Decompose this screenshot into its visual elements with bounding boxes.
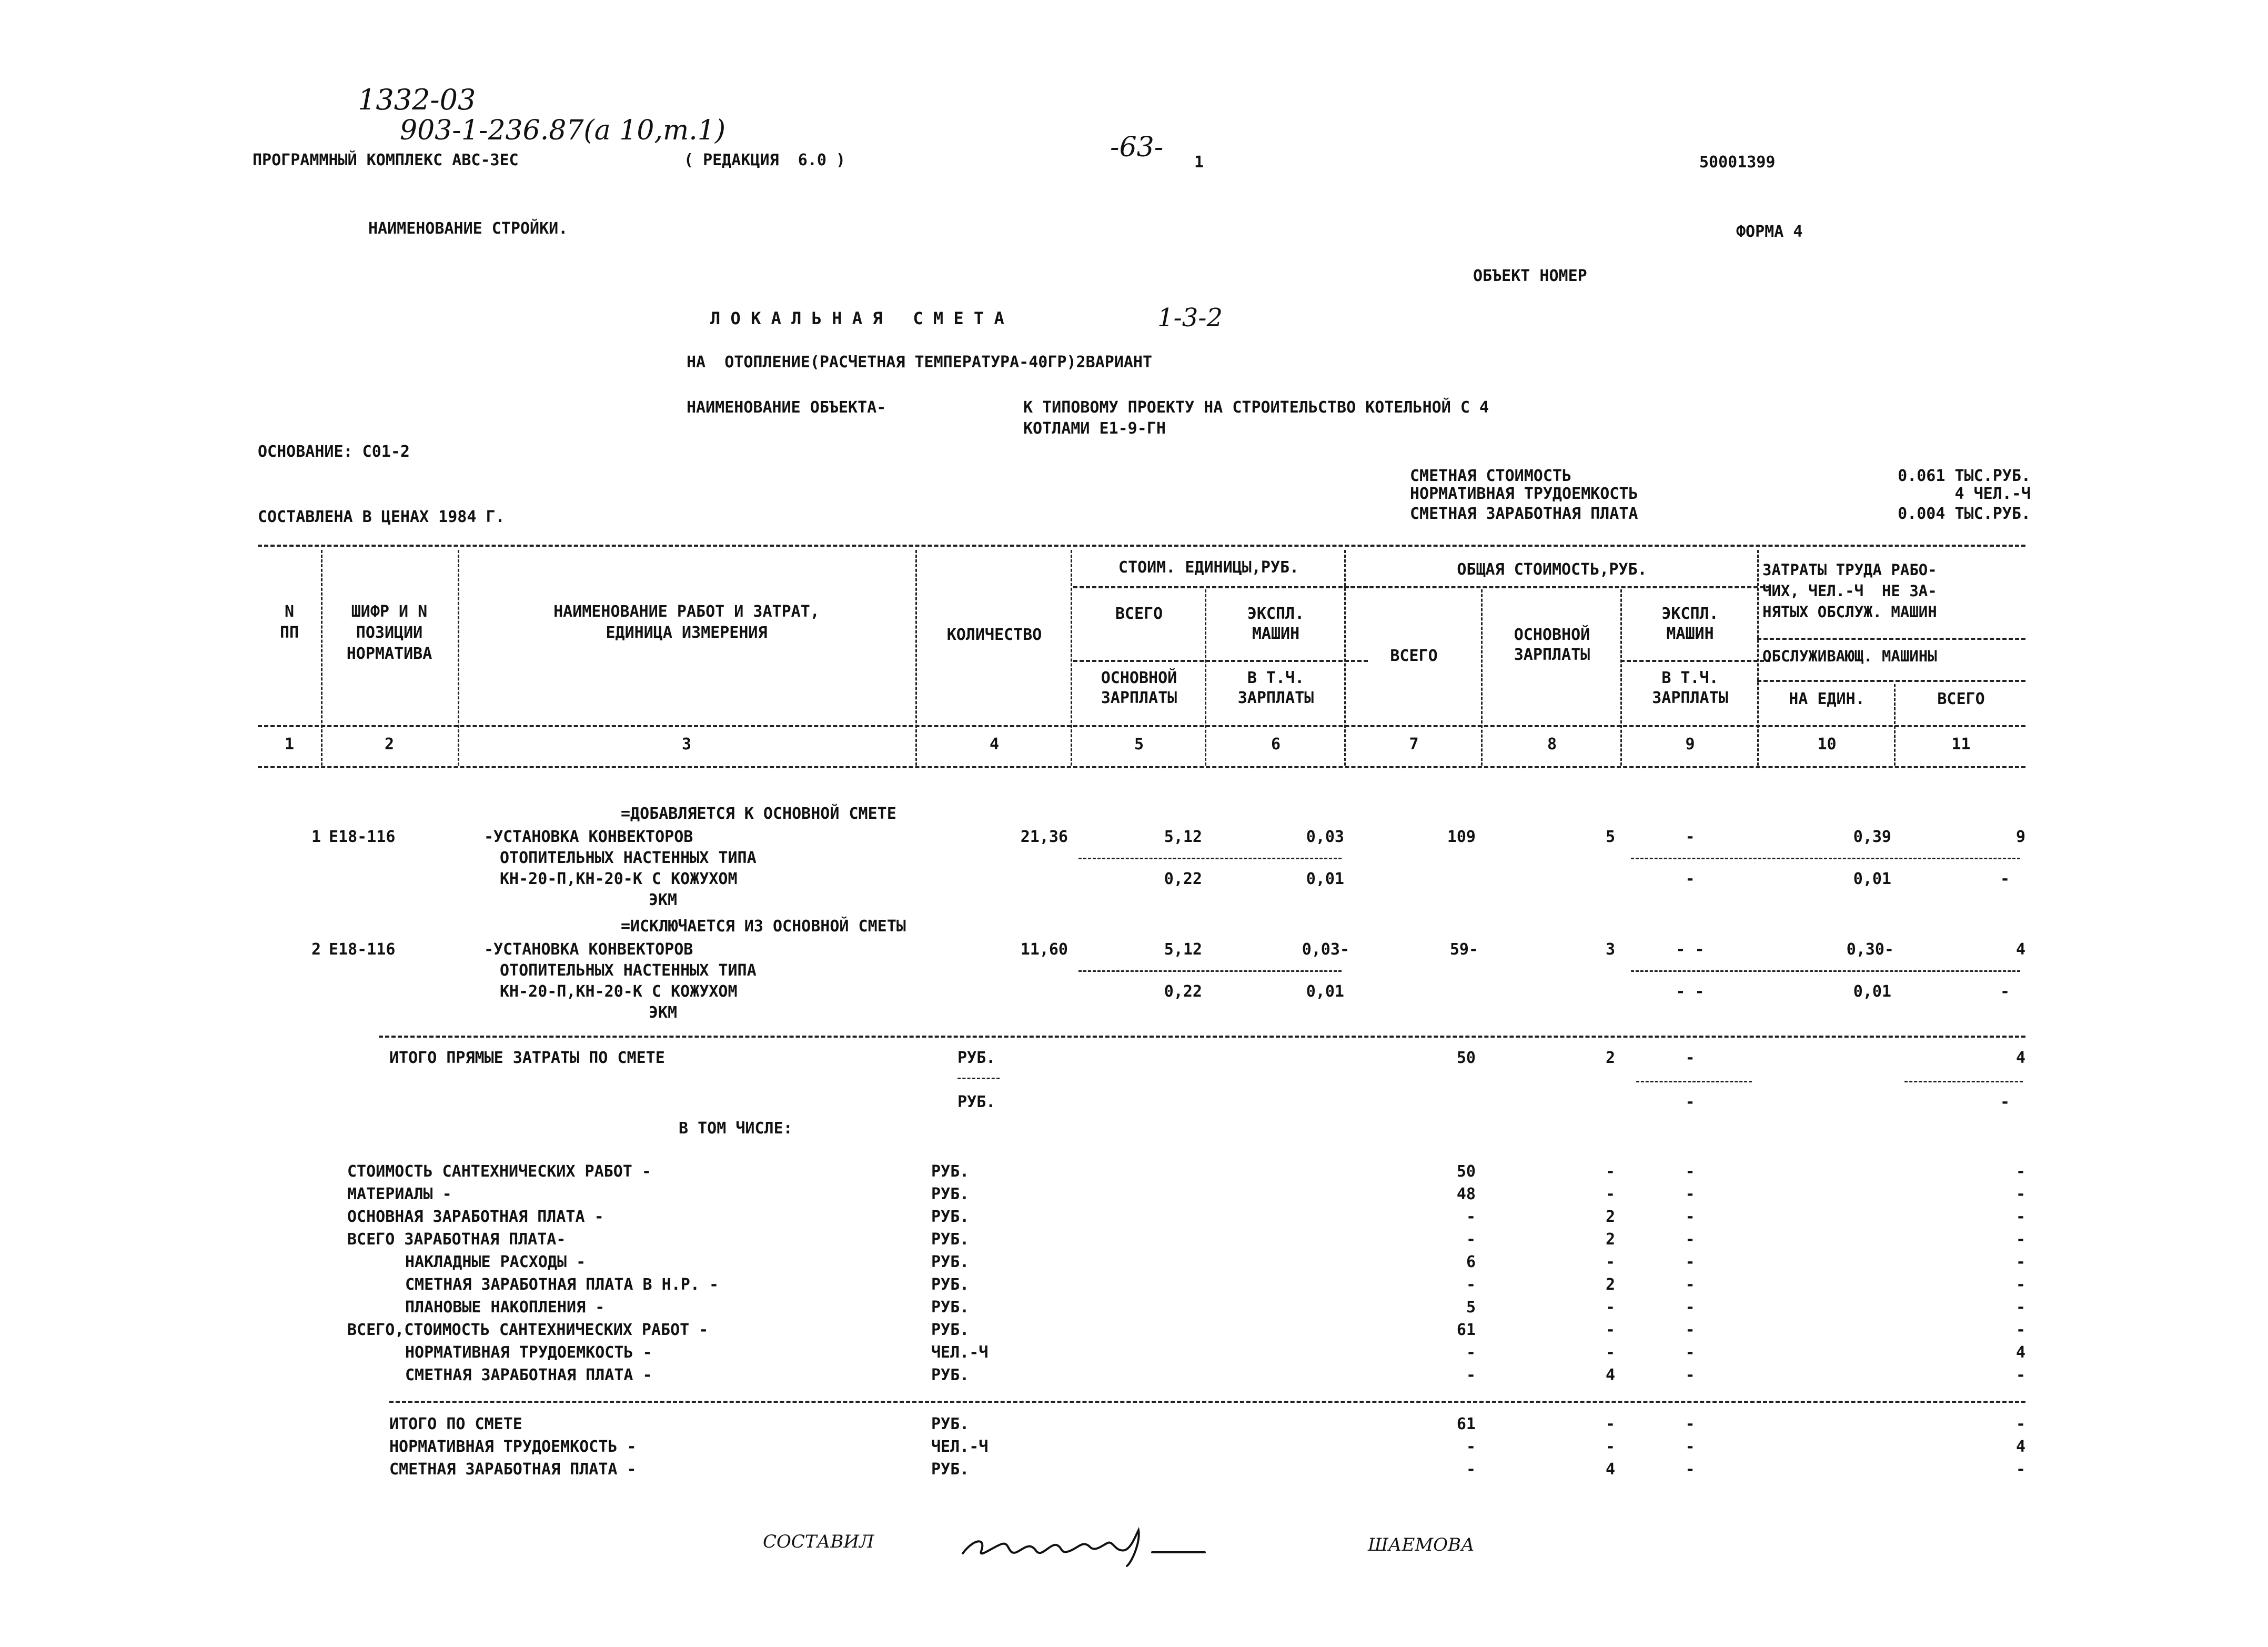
colnum-1: 1	[284, 735, 295, 754]
hdr-total-cost: ОБЩАЯ СТОИМОСТЬ,РУБ.	[1457, 560, 1647, 579]
document-code: 50001399	[1699, 153, 1776, 172]
composer-name: ШАЕМОВА	[1368, 1534, 1475, 1555]
hdr-labor-unit: НА ЕДИН.	[1789, 690, 1865, 708]
breakdown-wage: 4	[1605, 1366, 1615, 1384]
row-2-name-1: -УСТАНОВКА КОНВЕКТОРОВ	[484, 940, 693, 959]
section-1-heading: =ДОБАВЛЯЕТСЯ К ОСНОВНОЙ СМЕТЕ	[621, 805, 896, 823]
row-2-code: Е18-116	[329, 940, 396, 959]
totals-wage: -	[1605, 1438, 1615, 1456]
row-2-total-mach-wage: - -	[1676, 982, 1705, 1001]
row-2-total-wage: 3	[1605, 940, 1615, 959]
breakdown-wage: -	[1605, 1298, 1615, 1317]
row-1-unit-sep	[1078, 858, 1342, 859]
breakdown-wage: -	[1605, 1162, 1615, 1181]
handwritten-code-1: 1332-03	[358, 83, 476, 116]
col-sep-2	[458, 550, 459, 766]
breakdown-labor: 4	[2015, 1343, 2025, 1362]
breakdown-unit: РУБ.	[931, 1366, 970, 1384]
breakdown-mach: -	[1685, 1298, 1695, 1317]
signature-icon	[957, 1521, 1215, 1568]
breakdown-mach: -	[1685, 1321, 1695, 1339]
hdr-name-2: ЕДИНИЦА ИЗМЕРЕНИЯ	[606, 624, 768, 642]
breakdown-labor: -	[2015, 1230, 2025, 1249]
hdr-total-mach-2: МАШИН	[1666, 625, 1714, 643]
row-2-name-3: КН-20-П,КН-20-К С КОЖУХОМ	[500, 982, 738, 1001]
breakdown-labor: -	[2015, 1321, 2025, 1339]
hdr-unit-cost: СТОИМ. ЕДИНИЦЫ,РУБ.	[1118, 558, 1299, 577]
summary-value-cost: 0.061 ТЫС.РУБ.	[1898, 467, 2031, 485]
hdr-name-1: НАИМЕНОВАНИЕ РАБОТ И ЗАТРАТ,	[553, 602, 820, 621]
summary-label-cost: СМЕТНАЯ СТОИМОСТЬ	[1410, 467, 1572, 485]
handwritten-page-number: -63-	[1110, 132, 1164, 163]
hdr-code-3: НОРМАТИВА	[346, 645, 432, 663]
hdr-total-mach-wage-2: ЗАРПЛАТЫ	[1652, 689, 1728, 707]
totals-wage: -	[1605, 1415, 1615, 1433]
breakdown-mach: -	[1685, 1162, 1695, 1181]
row-2-labor-unit-2: 0,01	[1853, 982, 1891, 1001]
summary-value-wage: 0.004 ТЫС.РУБ.	[1898, 505, 2031, 523]
hdr-labor-2: ЧИХ, ЧЕЛ.-Ч НЕ ЗА-	[1762, 582, 1937, 600]
breakdown-unit: РУБ.	[931, 1321, 970, 1339]
totals-unit: РУБ.	[931, 1415, 970, 1433]
direct-costs-mach: -	[1685, 1049, 1695, 1067]
hdr-unit-wage-1: ОСНОВНОЙ	[1101, 669, 1177, 687]
header-subline-labor	[1757, 638, 2025, 640]
breakdown-unit: РУБ.	[931, 1162, 970, 1181]
direct-costs-unit-2: РУБ.	[957, 1093, 996, 1111]
hdr-total-wage-2: ЗАРПЛАТЫ	[1514, 646, 1590, 664]
row-1-labor-total: 9	[2015, 828, 2025, 846]
breakdown-wage: -	[1605, 1185, 1615, 1203]
row-1-unit-total: 5,12	[1164, 828, 1202, 846]
breakdown-total: 48	[1456, 1185, 1476, 1203]
hdr-num: N	[284, 602, 295, 621]
colnum-9: 9	[1685, 735, 1695, 754]
hdr-labor-sub: ОБСЛУЖИВАЮЩ. МАШИНЫ	[1762, 647, 1937, 665]
row-1-labor-unit: 0,39	[1853, 828, 1891, 846]
row-1-code: Е18-116	[329, 828, 396, 846]
estimate-number: 1-3-2	[1157, 303, 1223, 333]
breakdown-wage: 2	[1605, 1230, 1615, 1249]
colnum-6: 6	[1271, 735, 1281, 754]
breakdown-label: ВСЕГО,СТОИМОСТЬ САНТЕХНИЧЕСКИХ РАБОТ -	[347, 1321, 709, 1339]
breakdown-mach: -	[1685, 1208, 1695, 1226]
col-sep-10	[1894, 684, 1896, 766]
direct-costs-label: ИТОГО ПРЯМЫЕ ЗАТРАТЫ ПО СМЕТЕ	[389, 1049, 665, 1067]
totals-total: -	[1466, 1438, 1476, 1456]
row-1-labor-total-2: -	[2000, 870, 2010, 888]
row-1-total-wage: 5	[1605, 828, 1615, 846]
breakdown-unit: РУБ.	[931, 1230, 970, 1249]
breakdown-mach: -	[1685, 1366, 1695, 1384]
row-2-labor-unit: 0,30-	[1846, 940, 1894, 959]
totals-label: СМЕТНАЯ ЗАРАБОТНАЯ ПЛАТА -	[389, 1460, 637, 1479]
direct-costs-unit: РУБ.	[957, 1049, 996, 1067]
summary-label-wage: СМЕТНАЯ ЗАРАБОТНАЯ ПЛАТА	[1410, 505, 1638, 523]
row-2-labor-total: 4	[2015, 940, 2025, 959]
colnum-2: 2	[384, 735, 395, 754]
hdr-total-wage-1: ОСНОВНОЙ	[1514, 626, 1590, 644]
basis: ОСНОВАНИЕ: С01-2	[258, 443, 410, 461]
breakdown-label: СТОИМОСТЬ САНТЕХНИЧЕСКИХ РАБОТ -	[347, 1162, 651, 1181]
breakdown-total: -	[1466, 1366, 1476, 1384]
hdr-unit-mach-wage-2: ЗАРПЛАТЫ	[1237, 689, 1314, 707]
row-1-name-3: КН-20-П,КН-20-К С КОЖУХОМ	[500, 870, 738, 888]
hdr-unit-wage-2: ЗАРПЛАТЫ	[1101, 689, 1177, 707]
totals-total: 61	[1456, 1415, 1476, 1433]
composed-label: СОСТАВИЛ	[763, 1531, 874, 1552]
hdr-unit-mach-1: ЭКСПЛ.	[1247, 605, 1305, 623]
estimate-subject: НА ОТОПЛЕНИЕ(РАСЧЕТНАЯ ТЕМПЕРАТУРА-40ГР)2ВАРИАНТ	[687, 353, 1153, 371]
header-subline-labor-2	[1757, 680, 2025, 682]
row-1-total-mach: -	[1685, 828, 1695, 846]
breakdown-unit: РУБ.	[931, 1276, 970, 1294]
breakdown-label: НОРМАТИВНАЯ ТРУДОЕМКОСТЬ -	[405, 1343, 652, 1362]
hdr-labor-3: НЯТЫХ ОБСЛУЖ. МАШИН	[1762, 603, 1937, 621]
breakdown-label: СМЕТНАЯ ЗАРАБОТНАЯ ПЛАТА -	[405, 1366, 652, 1384]
breakdown-unit: РУБ.	[931, 1253, 970, 1271]
totals-mach: -	[1685, 1438, 1695, 1456]
row-2-num: 2	[311, 940, 321, 959]
header-subline-unit	[1073, 586, 1368, 588]
totals-unit: ЧЕЛ.-Ч	[931, 1438, 989, 1456]
breakdown-label: ОСНОВНАЯ ЗАРАБОТНАЯ ПЛАТА -	[347, 1208, 604, 1226]
breakdown-labor: -	[2015, 1276, 2025, 1294]
colnum-11: 11	[1951, 735, 1971, 754]
row-2-total-mach: - -	[1676, 940, 1705, 959]
handwritten-code-2: 903-1-236.87(а 10,т.1)	[400, 115, 726, 146]
col-sep-7	[1481, 589, 1483, 766]
row-1-qty: 21,36	[1020, 828, 1068, 846]
breakdown-labor: -	[2015, 1366, 2025, 1384]
totals-total: -	[1466, 1460, 1476, 1479]
breakdown-total: -	[1466, 1208, 1476, 1226]
totals-label: НОРМАТИВНАЯ ТРУДОЕМКОСТЬ -	[389, 1438, 637, 1456]
totals-mach: -	[1685, 1415, 1695, 1433]
summary-value-labor: 4 ЧЕЛ.-Ч	[1954, 485, 2031, 503]
row-2-unit-total: 5,12	[1164, 940, 1202, 959]
breakdown-labor: -	[2015, 1162, 2025, 1181]
row-1-name-1: -УСТАНОВКА КОНВЕКТОРОВ	[484, 828, 693, 846]
table-top-border	[258, 545, 2025, 547]
direct-costs-labor-sep	[1904, 1081, 2023, 1082]
colnum-4: 4	[989, 735, 1000, 754]
direct-costs-mach-2: -	[1685, 1093, 1695, 1111]
breakdown-wage: 2	[1605, 1276, 1615, 1294]
object-number-label: ОБЪЕКТ НОМЕР	[1473, 267, 1587, 285]
hdr-code-1: ШИФР И N	[351, 602, 428, 621]
header-subline-total	[1344, 586, 1770, 588]
row-1-total: 109	[1447, 828, 1476, 846]
direct-costs-labor: 4	[2015, 1049, 2025, 1067]
object-label: НАИМЕНОВАНИЕ ОБЪЕКТА-	[687, 398, 886, 417]
row-2-name-4: ЭКМ	[648, 1003, 678, 1022]
breakdown-total: -	[1466, 1276, 1476, 1294]
hdr-total-all: ВСЕГО	[1390, 647, 1438, 665]
object-name-line-1: К ТИПОВОМУ ПРОЕКТУ НА СТРОИТЕЛЬСТВО КОТЕЛЬНОЙ С 4	[1023, 398, 1489, 417]
breakdown-unit: РУБ.	[931, 1208, 970, 1226]
row-2-unit-mach: 0,03-	[1302, 940, 1349, 959]
row-1-unit-mach-wage: 0,01	[1306, 870, 1344, 888]
row-2-unit-wage: 0,22	[1164, 982, 1202, 1001]
header-subline-unit-2	[1073, 660, 1368, 662]
colnum-7: 7	[1409, 735, 1419, 754]
breakdown-total: 5	[1466, 1298, 1476, 1317]
breakdown-labor: -	[2015, 1208, 2025, 1226]
breakdown-labor: -	[2015, 1298, 2025, 1317]
hdr-unit-mach-2: МАШИН	[1252, 625, 1300, 643]
breakdown-labor: -	[2015, 1185, 2025, 1203]
including-label: В ТОМ ЧИСЛЕ:	[679, 1119, 793, 1138]
row-1-labor-unit-2: 0,01	[1853, 870, 1891, 888]
col-sep-6	[1344, 550, 1346, 766]
prices-basis: СОСТАВЛЕНА В ЦЕНАХ 1984 Г.	[258, 508, 505, 526]
row-2-labor-total-2: -	[2000, 982, 2010, 1001]
totals-wage: 4	[1605, 1460, 1615, 1479]
breakdown-unit: РУБ.	[931, 1185, 970, 1203]
breakdown-wage: 2	[1605, 1208, 1615, 1226]
breakdown-label: ВСЕГО ЗАРАБОТНАЯ ПЛАТА-	[347, 1230, 566, 1249]
header-subline-mach	[1620, 660, 1770, 662]
table-header-bottom	[258, 725, 2025, 727]
breakdown-label: СМЕТНАЯ ЗАРАБОТНАЯ ПЛАТА В Н.Р. -	[405, 1276, 719, 1294]
colnum-5: 5	[1134, 735, 1144, 754]
breakdown-label: НАКЛАДНЫЕ РАСХОДЫ -	[405, 1253, 586, 1271]
breakdown-total: -	[1466, 1230, 1476, 1249]
breakdown-mach: -	[1685, 1276, 1695, 1294]
estimate-title: Л О К А Л Ь Н А Я С М Е Т А	[710, 308, 1004, 328]
totals-mach: -	[1685, 1460, 1695, 1479]
edition: ( РЕДАКЦИЯ 6.0 )	[684, 151, 846, 169]
page-mark: 1	[1194, 153, 1204, 172]
direct-costs-labor-2: -	[2000, 1093, 2010, 1111]
totals-labor: 4	[2015, 1438, 2025, 1456]
col-sep-3	[915, 550, 917, 766]
breakdown-wage: -	[1605, 1321, 1615, 1339]
hdr-labor-1: ЗАТРАТЫ ТРУДА РАБО-	[1762, 561, 1937, 579]
program-name: ПРОГРАММНЫЙ КОМПЛЕКС АВС-3ЕС	[253, 151, 519, 169]
col-sep-5	[1205, 589, 1206, 766]
hdr-total-mach-1: ЭКСПЛ.	[1661, 605, 1719, 623]
breakdown-mach: -	[1685, 1253, 1695, 1271]
totals-top-border	[389, 1401, 2025, 1403]
row-2-total: 59-	[1449, 940, 1478, 959]
breakdown-mach: -	[1685, 1185, 1695, 1203]
hdr-labor-total: ВСЕГО	[1937, 690, 1985, 708]
col-sep-8	[1620, 589, 1622, 766]
hdr-qty: КОЛИЧЕСТВО	[946, 626, 1042, 644]
breakdown-label: МАТЕРИАЛЫ -	[347, 1185, 452, 1203]
table-colnum-bottom	[258, 766, 2025, 768]
summary-label-labor: НОРМАТИВНАЯ ТРУДОЕМКОСТЬ	[1410, 485, 1638, 503]
direct-costs-total: 50	[1456, 1049, 1476, 1067]
breakdown-total: 61	[1456, 1321, 1476, 1339]
breakdown-wage: -	[1605, 1343, 1615, 1362]
totals-labor: -	[2015, 1460, 2025, 1479]
row-1-unit-wage: 0,22	[1164, 870, 1202, 888]
hdr-pp: ПП	[279, 624, 299, 642]
col-sep-4	[1071, 550, 1072, 766]
direct-costs-unit-sep	[957, 1078, 1000, 1079]
row-1-total-mach-wage: -	[1685, 870, 1695, 888]
row-2-unit-mach-wage: 0,01	[1306, 982, 1344, 1001]
direct-costs-mach-sep	[1636, 1081, 1752, 1082]
direct-costs-top-border	[379, 1036, 2025, 1038]
row-2-total-sep	[1631, 970, 2020, 972]
colnum-10: 10	[1817, 735, 1837, 754]
hdr-unit-total: ВСЕГО	[1115, 605, 1163, 623]
row-1-name-4: ЭКМ	[648, 891, 678, 909]
breakdown-total: 6	[1466, 1253, 1476, 1271]
breakdown-mach: -	[1685, 1343, 1695, 1362]
form-label: ФОРМА 4	[1736, 223, 1803, 241]
totals-labor: -	[2015, 1415, 2025, 1433]
hdr-total-mach-wage-1: В Т.Ч.	[1661, 669, 1719, 687]
breakdown-labor: -	[2015, 1253, 2025, 1271]
row-2-name-2: ОТОПИТЕЛЬНЫХ НАСТЕННЫХ ТИПА	[500, 961, 757, 980]
hdr-unit-mach-wage-1: В Т.Ч.	[1247, 669, 1305, 687]
breakdown-total: 50	[1456, 1162, 1476, 1181]
colnum-8: 8	[1547, 735, 1557, 754]
hdr-code-2: ПОЗИЦИИ	[356, 624, 423, 642]
row-1-name-2: ОТОПИТЕЛЬНЫХ НАСТЕННЫХ ТИПА	[500, 849, 757, 867]
row-2-unit-sep	[1078, 970, 1342, 972]
breakdown-label: ПЛАНОВЫЕ НАКОПЛЕНИЯ -	[405, 1298, 605, 1317]
section-2-heading: =ИСКЛЮЧАЕТСЯ ИЗ ОСНОВНОЙ СМЕТЫ	[621, 917, 906, 936]
col-sep-1	[321, 550, 322, 766]
totals-unit: РУБ.	[931, 1460, 970, 1479]
breakdown-unit: ЧЕЛ.-Ч	[931, 1343, 989, 1362]
breakdown-mach: -	[1685, 1230, 1695, 1249]
colnum-3: 3	[681, 735, 692, 754]
breakdown-unit: РУБ.	[931, 1298, 970, 1317]
construction-label: НАИМЕНОВАНИЕ СТРОЙКИ.	[368, 219, 568, 238]
object-name-line-2: КОТЛАМИ Е1-9-ГН	[1023, 419, 1166, 438]
direct-costs-wage: 2	[1605, 1049, 1615, 1067]
row-1-total-sep	[1631, 858, 2020, 859]
row-2-qty: 11,60	[1020, 940, 1068, 959]
breakdown-total: -	[1466, 1343, 1476, 1362]
row-1-unit-mach: 0,03	[1306, 828, 1344, 846]
totals-label: ИТОГО ПО СМЕТЕ	[389, 1415, 522, 1433]
breakdown-wage: -	[1605, 1253, 1615, 1271]
col-sep-9	[1757, 550, 1759, 766]
row-1-num: 1	[311, 828, 321, 846]
